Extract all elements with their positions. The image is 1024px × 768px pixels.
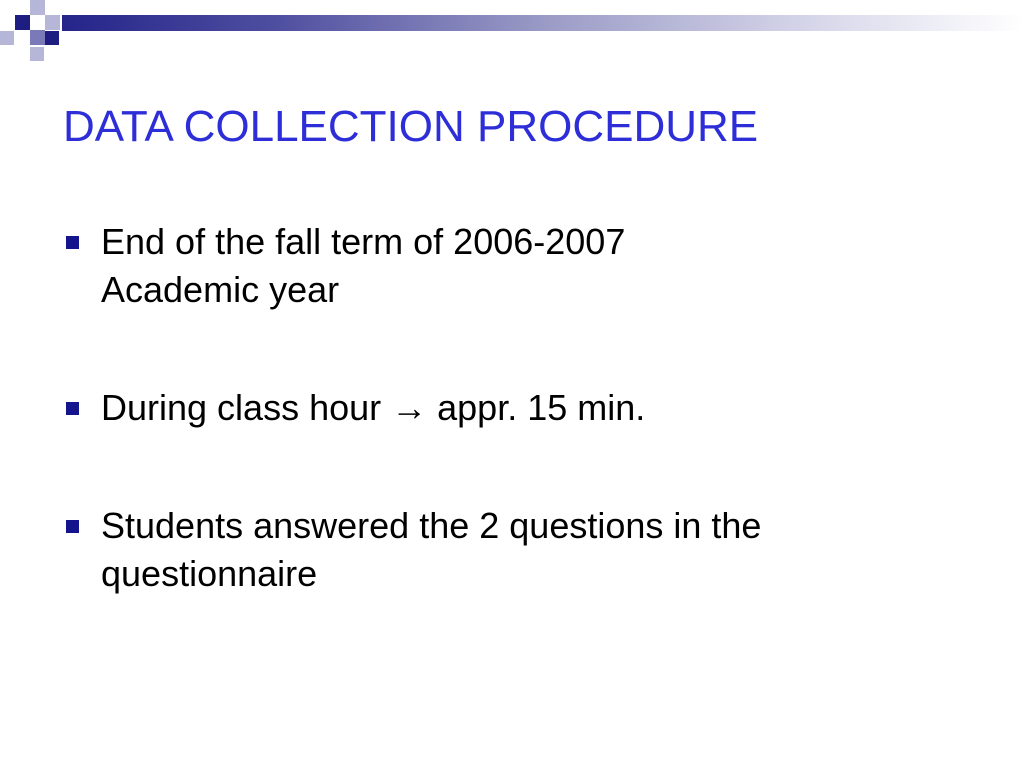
square-bullet-icon bbox=[66, 236, 79, 249]
bullet-text: End of the fall term of 2006-2007 bbox=[101, 221, 626, 262]
square-bullet-icon bbox=[66, 402, 79, 415]
decor-square bbox=[45, 15, 60, 30]
bullet-list bbox=[64, 218, 964, 598]
decor-square bbox=[45, 31, 59, 45]
bullet-text: questionnaire bbox=[101, 553, 318, 594]
slide-title: DATA COLLECTION PROCEDURE bbox=[63, 102, 759, 151]
bullet-item bbox=[64, 384, 964, 432]
decor-square bbox=[30, 30, 45, 45]
square-bullet-icon bbox=[66, 520, 79, 533]
bullet-text: Students answered the 2 questions in the bbox=[101, 505, 762, 546]
bullet-text: Academic year bbox=[101, 269, 340, 310]
bullet-item bbox=[64, 218, 964, 314]
decor-square bbox=[0, 31, 14, 45]
bullet-item bbox=[64, 502, 964, 598]
header-gradient-bar bbox=[62, 15, 1024, 31]
decor-square bbox=[30, 0, 45, 15]
decor-square bbox=[30, 47, 44, 61]
bullet-text: During class hour → appr. 15 min. bbox=[101, 387, 646, 428]
decor-square bbox=[15, 15, 30, 30]
